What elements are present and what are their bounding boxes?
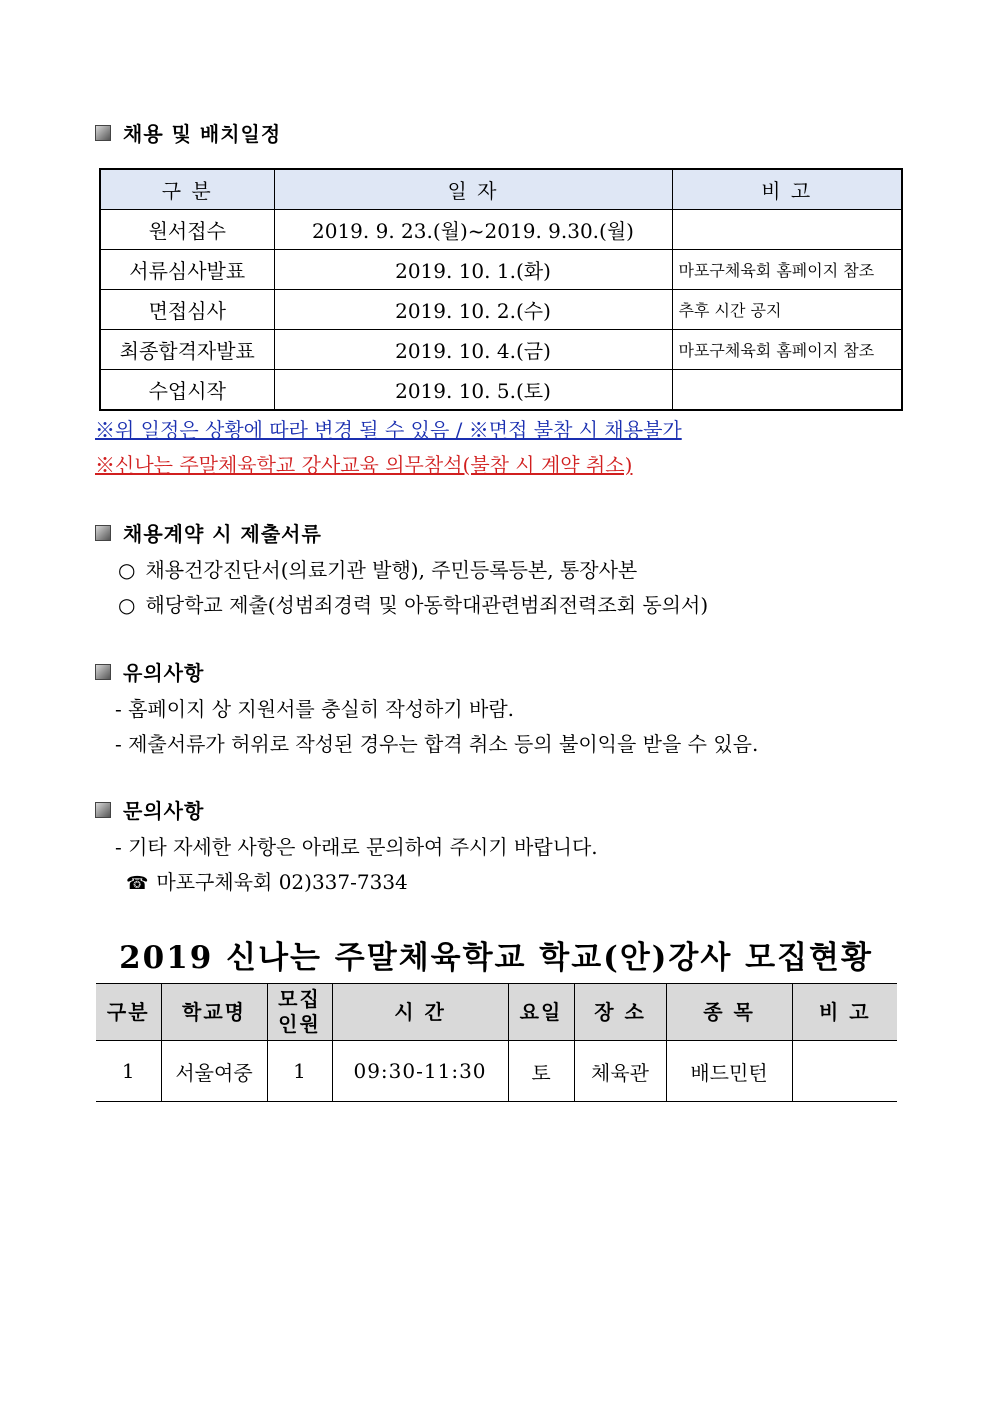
col-header-count-line2: 인원 <box>278 1012 321 1036</box>
note-cell <box>672 210 902 250</box>
table-row <box>100 330 902 370</box>
sport-cell: 배드민턴 <box>666 1041 792 1102</box>
caution-item: - 제출서류가 허위로 작성된 경우는 합격 취소 등의 불이익을 받을 수 있음. <box>115 732 759 756</box>
inquiry-text: - 기타 자세한 사항은 아래로 문의하여 주시기 바랍니다. <box>115 835 598 859</box>
day-cell: 토 <box>508 1041 574 1102</box>
col-header-school: 학교명 <box>161 984 267 1041</box>
col-header-place: 장 소 <box>574 984 666 1041</box>
date-cell: 2019. 9. 23.(월)~2019. 9.30.(월) <box>274 210 672 250</box>
schedule-heading-text: 채용 및 배치일정 <box>123 122 282 146</box>
inquiry-heading <box>95 795 204 824</box>
note-cell: 마포구체육회 홈페이지 참조 <box>672 250 902 290</box>
circle-bullet-icon: ○ <box>118 558 136 582</box>
table-row <box>96 1041 897 1102</box>
col-header-note: 비 고 <box>672 169 902 210</box>
time-cell: 09:30-11:30 <box>332 1041 508 1102</box>
note-cell: 추후 시간 공지 <box>672 290 902 330</box>
no-cell: 1 <box>96 1041 161 1102</box>
col-header-count-line1: 모집 <box>278 987 321 1011</box>
school-cell: 서울여중 <box>161 1041 267 1102</box>
phone-icon: ☎ <box>126 873 149 894</box>
document-item-text: 해당학교 제출(성범죄경력 및 아동학대관련범죄전력조회 동의서) <box>145 593 709 617</box>
list-item <box>118 554 637 583</box>
note-cell <box>672 370 902 411</box>
date-cell: 2019. 10. 2.(수) <box>274 290 672 330</box>
recruitment-table <box>96 983 897 1102</box>
schedule-table <box>99 168 903 411</box>
table-row <box>100 290 902 330</box>
square-bullet-icon <box>95 664 111 680</box>
note-cell <box>792 1041 897 1102</box>
inquiry-heading-text: 문의사항 <box>123 799 205 823</box>
table-row <box>100 370 902 411</box>
square-bullet-icon <box>95 802 111 818</box>
col-header-time: 시 간 <box>332 984 508 1041</box>
category-cell: 수업시작 <box>100 370 274 411</box>
col-header-count <box>267 984 332 1041</box>
category-cell: 원서접수 <box>100 210 274 250</box>
col-header-no: 구분 <box>96 984 161 1041</box>
table-row <box>100 250 902 290</box>
note-cell: 마포구체육회 홈페이지 참조 <box>672 330 902 370</box>
date-cell: 2019. 10. 4.(금) <box>274 330 672 370</box>
col-header-category: 구 분 <box>100 169 274 210</box>
documents-heading-text: 채용계약 시 제출서류 <box>123 522 322 546</box>
square-bullet-icon <box>95 125 111 141</box>
cautions-heading <box>95 657 204 686</box>
col-header-note: 비 고 <box>792 984 897 1041</box>
recruitment-title: 2019 신나는 주말체육학교 학교(안)강사 모집현황 <box>119 940 873 976</box>
mandatory-training-notice: ※신나는 주말체육학교 강사교육 의무참석(불참 시 계약 취소) <box>95 453 633 477</box>
table-row <box>100 210 902 250</box>
cautions-heading-text: 유의사항 <box>123 661 205 685</box>
category-cell: 서류심사발표 <box>100 250 274 290</box>
contact-line <box>126 866 408 895</box>
schedule-heading <box>95 118 281 147</box>
circle-bullet-icon: ○ <box>118 593 136 617</box>
date-cell: 2019. 10. 5.(토) <box>274 370 672 411</box>
documents-heading <box>95 518 322 547</box>
schedule-change-notice: ※위 일정은 상황에 따라 변경 될 수 있음 / ※면접 불참 시 채용불가 <box>95 418 682 442</box>
contact-phone: 마포구체육회 02)337-7334 <box>156 870 408 894</box>
date-cell: 2019. 10. 1.(화) <box>274 250 672 290</box>
col-header-sport: 종 목 <box>666 984 792 1041</box>
document-item-text: 채용건강진단서(의료기관 발행), 주민등록등본, 통장사본 <box>145 558 638 582</box>
category-cell: 최종합격자발표 <box>100 330 274 370</box>
caution-item: - 홈페이지 상 지원서를 충실히 작성하기 바람. <box>115 697 515 721</box>
category-cell: 면접심사 <box>100 290 274 330</box>
place-cell: 체육관 <box>574 1041 666 1102</box>
list-item <box>118 589 708 618</box>
schedule-header-row <box>100 169 902 210</box>
count-cell: 1 <box>267 1041 332 1102</box>
square-bullet-icon <box>95 525 111 541</box>
col-header-day: 요일 <box>508 984 574 1041</box>
recruitment-header-row <box>96 984 897 1041</box>
col-header-date: 일 자 <box>274 169 672 210</box>
